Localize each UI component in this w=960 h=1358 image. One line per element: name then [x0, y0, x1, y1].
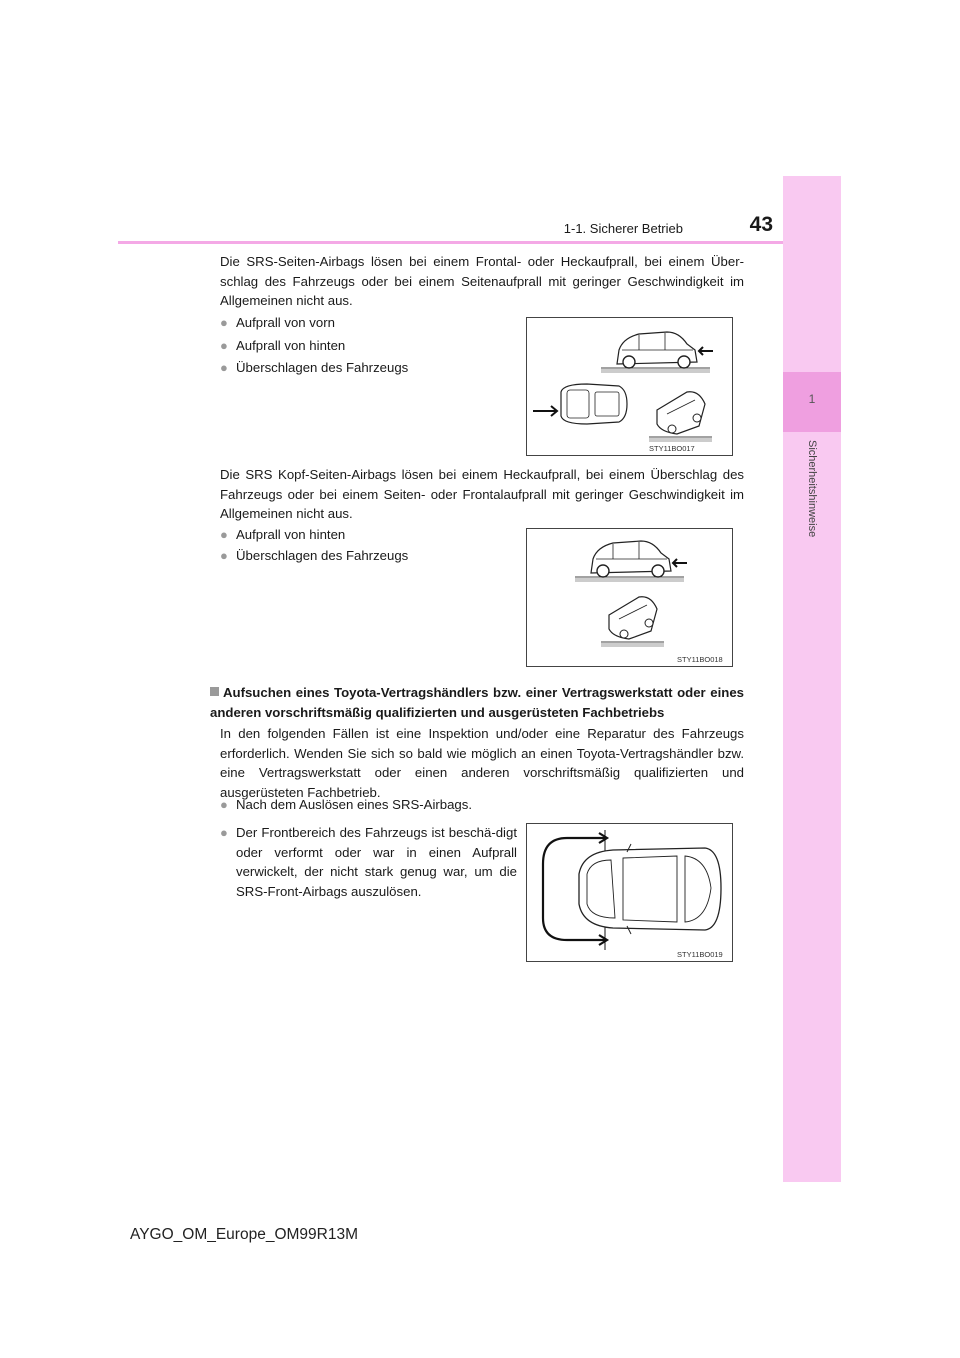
bullet-icon: ● [220, 797, 228, 812]
list-item [220, 795, 744, 815]
list-item [220, 525, 500, 545]
figure-code: STY11BO017 [649, 444, 695, 453]
list-item [220, 358, 500, 378]
bullet-text: Aufprall von vorn [236, 315, 335, 330]
figure-front-damage [526, 823, 733, 962]
list-item [220, 546, 500, 566]
bullet-text: Nach dem Auslösen eines SRS-Airbags. [236, 797, 473, 812]
car-illustration [527, 318, 732, 455]
bullet-text: Überschlagen des Fahrzeugs [236, 360, 409, 375]
bullet-icon: ● [220, 548, 228, 563]
figure-rear-rollover [526, 528, 733, 667]
section1-intro: Die SRS-Seiten-Airbags lösen bei einem Frontal- oder Heckaufprall, bei einem Über-schlag des Fahrzeugs oder bei einem Seitenaufprall mit geringer Geschwindigkeit im Allgemeinen nicht aus. [220, 254, 744, 308]
car-top-view-illustration [527, 824, 732, 961]
figure-code: STY11BO019 [677, 950, 723, 959]
bullet-text: Überschlagen des Fahrzeugs [236, 548, 409, 563]
figure-collision-types [526, 317, 733, 456]
bullet-icon: ● [220, 527, 228, 542]
section-title: 1-1. Sicherer Betrieb [563, 221, 683, 236]
chapter-label: Sicherheitshinweise [806, 440, 818, 538]
header-divider [118, 241, 784, 244]
heading-text: Aufsuchen eines Toyota-Vertragshändlers bzw. einer Vertragswerkstatt oder eines anderen vorschriftsmäßig qualifizierten und ausgerüsteten Fachbetriebs [210, 685, 744, 720]
figure-code: STY11BO018 [677, 655, 723, 664]
bullet-icon: ● [220, 360, 228, 375]
section2-intro: Die SRS Kopf-Seiten-Airbags lösen bei einem Heckaufprall, bei einem Überschlag des Fahrzeugs oder bei einem Seiten- oder Frontalaufprall mit geringer Geschwindigkeit im Allgemeinen nicht aus. [220, 467, 744, 521]
chapter-number: 1 [808, 392, 816, 406]
bullet-text: Aufprall von hinten [236, 338, 346, 353]
bullet-text: Aufprall von hinten [236, 527, 346, 542]
chapter-sidebar [783, 176, 841, 1182]
square-bullet-icon [210, 687, 219, 696]
bullet-icon: ● [220, 338, 228, 353]
footer-doc-id: AYGO_OM_Europe_OM99R13M [130, 1226, 359, 1243]
car-illustration [527, 529, 732, 666]
list-item [220, 336, 500, 356]
bullet-icon: ● [220, 825, 228, 840]
bullet-text: Der Frontbereich des Fahrzeugs ist beschä-digt oder verformt oder war in einen Aufprall verwickelt, der nicht stark genug war, um die SRS-Front-Airbags auszulösen. [236, 825, 517, 899]
list-item [220, 823, 517, 901]
list-item [220, 313, 500, 333]
page-number: 43 [749, 213, 773, 236]
bullet-icon: ● [220, 315, 228, 330]
section3-heading [210, 683, 744, 722]
section3-intro: In den folgenden Fällen ist eine Inspektion und/oder eine Reparatur des Fahrzeugs erforderlich. Wenden Sie sich so bald wie möglich an einen Toyota-Vertragshändler bzw. eine Vertragswerkstatt oder einen anderen vorschriftsmäßig qualifizierten und ausgerüsteten Fachbetrieb. [220, 726, 744, 800]
chapter-label-container [806, 440, 820, 620]
